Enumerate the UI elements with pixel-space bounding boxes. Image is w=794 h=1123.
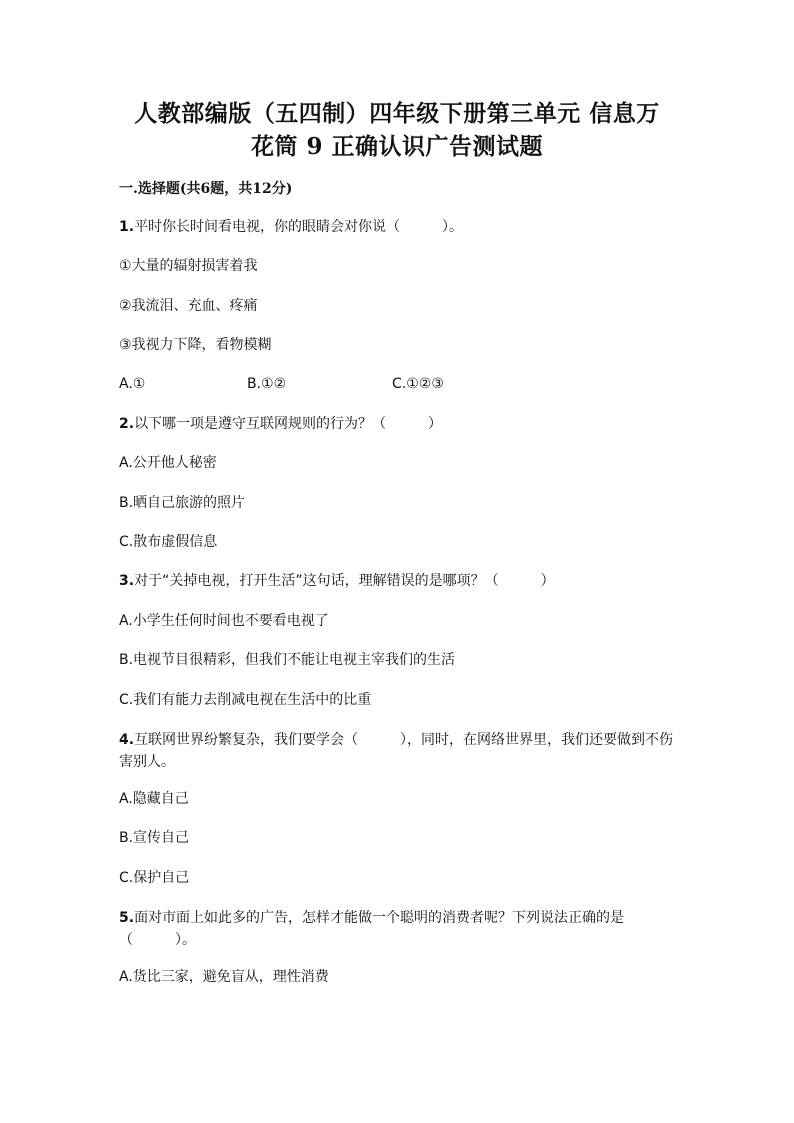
question-text: 平时你长时间看电视，你的眼睛会对你说（ ）。 [134, 219, 464, 235]
option-a: A.隐藏自己 [119, 791, 189, 807]
question-text: 面对市面上如此多的广告，怎样才能做一个聪明的消费者呢？下列说法正确的是（ ）。 [119, 910, 625, 948]
question-number: 2. [119, 416, 135, 432]
question-2 [119, 415, 442, 433]
question-1 [119, 218, 463, 236]
question-4 [119, 729, 679, 773]
question-text: 互联网世界纷繁复杂，我们要学会（ ），同时，在网络世界里，我们还要做到不伤害别人。 [119, 732, 674, 770]
question-5 [119, 907, 679, 951]
option-b: B.晒自己旅游的照片 [119, 495, 246, 511]
option-b: B.①② [247, 376, 287, 392]
option-a: A.公开他人秘密 [119, 455, 217, 471]
option-b: B.电视节目很精彩，但我们不能让电视主宰我们的生活 [119, 652, 456, 668]
section-heading: 一.选择题(共6题，共12分) [119, 181, 293, 197]
question-number: 4. [119, 732, 135, 748]
options-row [119, 375, 444, 393]
question-text: 以下哪一项是遵守互联网规则的行为？（ ） [134, 416, 443, 432]
option-c: C.我们有能力去削减电视在生活中的比重 [119, 692, 372, 708]
option-a: A.小学生任何时间也不要看电视了 [119, 613, 329, 629]
question-text: 对于“关掉电视，打开生活”这句话，理解错误的是哪项？（ ） [134, 573, 555, 589]
option-c: C.保护自己 [119, 870, 190, 886]
statement-2: ②我流泪、充血、疼痛 [119, 298, 258, 314]
title-line-1: 人教部编版（五四制）四年级下册第三单元 信息万 [134, 100, 660, 127]
question-3 [119, 572, 555, 590]
document-title [100, 97, 694, 163]
option-a: A.① [119, 376, 146, 392]
statement-1: ①大量的辐射损害着我 [119, 258, 258, 274]
option-c: C.散布虚假信息 [119, 534, 218, 550]
question-number: 3. [119, 573, 135, 589]
question-number: 5. [119, 910, 135, 926]
statement-3: ③我视力下降，看物模糊 [119, 337, 272, 353]
option-c: C.①②③ [392, 376, 444, 392]
option-a: A.货比三家，避免盲从，理性消费 [119, 969, 329, 985]
option-b: B.宣传自己 [119, 830, 190, 846]
question-number: 1. [119, 219, 135, 235]
title-line-2: 花筒 9 正确认识广告测试题 [250, 133, 544, 160]
